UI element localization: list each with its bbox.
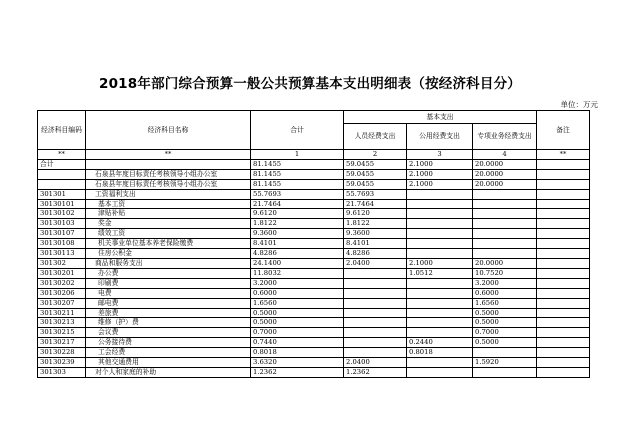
cell-remark [537,229,590,239]
cell-special [473,189,537,199]
cell-special [473,367,537,377]
cell-personnel: 59.0455 [344,179,407,189]
cell-special: 1.5920 [473,358,537,368]
cell-special: 3.2000 [473,278,537,288]
table-row [38,358,590,368]
cell-name: 津贴补贴 [86,209,251,219]
cell-personnel: 4.8286 [344,249,407,259]
table-row [38,249,590,259]
cell-name: 差旅费 [86,308,251,318]
cell-personnel [344,288,407,298]
cell-total: 55.7693 [251,189,344,199]
cell-remark [537,219,590,229]
cell-special: 10.7520 [473,268,537,278]
cell-public: 1.0512 [407,268,473,278]
cell-code: 30130107 [38,229,86,239]
table-row [38,199,590,209]
cell-total: 81.1455 [251,159,344,169]
cell-code [38,179,86,189]
table-row [38,338,590,348]
budget-table [37,110,590,378]
table-row [38,268,590,278]
index-cell: ** [86,150,251,160]
header-row-1 [38,111,590,124]
cell-total: 3.2000 [251,278,344,288]
index-cell: 3 [407,150,473,160]
table-row [38,239,590,249]
cell-public [407,367,473,377]
table-row [38,189,590,199]
cell-name: 工会经费 [86,348,251,358]
cell-special: 20.0000 [473,258,537,268]
cell-special: 0.6000 [473,288,537,298]
cell-public [407,318,473,328]
cell-code: 30130101 [38,199,86,209]
cell-personnel: 2.0400 [344,358,407,368]
cell-total: 81.1455 [251,169,344,179]
cell-public [407,249,473,259]
index-cell: ** [537,150,590,160]
cell-name: 工资福利支出 [86,189,251,199]
cell-remark [537,358,590,368]
cell-remark [537,199,590,209]
header-name: 经济科目名称 [86,111,251,150]
page-title: 2018年部门综合预算一般公共预算基本支出明细表（按经济科目分） [99,76,521,92]
unit-label: 单位：万元 [560,100,598,109]
cell-name: 公务接待费 [86,338,251,348]
cell-total: 0.7000 [251,328,344,338]
table-row [38,169,590,179]
table-row [38,219,590,229]
table-row [38,318,590,328]
cell-remark [537,288,590,298]
cell-remark [537,318,590,328]
cell-total: 11.8032 [251,268,344,278]
cell-total: 1.2362 [251,367,344,377]
index-cell: ** [38,150,86,160]
cell-public [407,278,473,288]
cell-code: 30130103 [38,219,86,229]
cell-public: 2.1000 [407,258,473,268]
cell-public: 0.8018 [407,348,473,358]
cell-total: 8.4101 [251,239,344,249]
index-cell: 2 [344,150,407,160]
cell-personnel: 1.2362 [344,367,407,377]
cell-name [86,159,251,169]
cell-name: 机关事业单位基本养老保险缴费 [86,239,251,249]
cell-personnel: 9.3600 [344,229,407,239]
cell-total: 1.8122 [251,219,344,229]
cell-remark [537,367,590,377]
table-row [38,278,590,288]
cell-personnel: 8.4101 [344,239,407,249]
cell-personnel: 9.6120 [344,209,407,219]
cell-name: 住房公积金 [86,249,251,259]
cell-name: 基本工资 [86,199,251,209]
cell-remark [537,268,590,278]
cell-name: 绩效工资 [86,229,251,239]
cell-public [407,298,473,308]
cell-special: 1.6560 [473,298,537,308]
cell-personnel [344,338,407,348]
cell-personnel: 55.7693 [344,189,407,199]
cell-code: 30130201 [38,268,86,278]
cell-total: 0.8018 [251,348,344,358]
cell-code: 301302 [38,258,86,268]
cell-special: 0.5000 [473,308,537,318]
cell-code: 30130113 [38,249,86,259]
cell-remark [537,298,590,308]
cell-special [473,249,537,259]
cell-remark [537,179,590,189]
cell-remark [537,328,590,338]
cell-remark [537,189,590,199]
cell-code: 30130228 [38,348,86,358]
cell-special: 0.7000 [473,328,537,338]
cell-remark [537,348,590,358]
cell-total: 24.1400 [251,258,344,268]
cell-total: 0.6000 [251,288,344,298]
cell-code: 30130213 [38,318,86,328]
header-personnel: 人员经费支出 [344,124,407,150]
cell-name: 电费 [86,288,251,298]
header-special: 专项业务经费支出 [473,124,537,150]
cell-name: 对个人和家庭的补助 [86,367,251,377]
cell-code: 合计 [38,159,86,169]
cell-total: 0.5000 [251,318,344,328]
cell-remark [537,249,590,259]
cell-total: 9.3600 [251,229,344,239]
cell-remark [537,308,590,318]
cell-special: 20.0000 [473,169,537,179]
cell-special [473,348,537,358]
header-basic: 基本支出 [344,111,537,124]
cell-name: 邮电费 [86,298,251,308]
cell-code: 301303 [38,367,86,377]
cell-name: 其他交通费用 [86,358,251,368]
cell-code [38,169,86,179]
cell-public: 2.1000 [407,159,473,169]
cell-code: 30130102 [38,209,86,219]
cell-name: 维修（护）费 [86,318,251,328]
cell-name: 石泉县年度目标责任考核领导小组办公室 [86,169,251,179]
cell-public: 2.1000 [407,179,473,189]
table-row [38,159,590,169]
cell-remark [537,278,590,288]
cell-total: 21.7464 [251,199,344,209]
cell-personnel [344,278,407,288]
cell-personnel: 21.7464 [344,199,407,209]
cell-public: 0.2440 [407,338,473,348]
cell-name: 印刷费 [86,278,251,288]
cell-special: 20.0000 [473,179,537,189]
cell-code: 30130239 [38,358,86,368]
table-row [38,288,590,298]
index-cell: 1 [251,150,344,160]
table-row [38,308,590,318]
cell-special [473,239,537,249]
cell-public [407,219,473,229]
cell-personnel: 2.0400 [344,258,407,268]
cell-name: 商品和服务支出 [86,258,251,268]
table-row [38,209,590,219]
cell-total: 1.6560 [251,298,344,308]
cell-code: 30130108 [38,239,86,249]
cell-public [407,308,473,318]
cell-personnel [344,328,407,338]
cell-remark [537,338,590,348]
header-total: 合计 [251,111,344,150]
cell-personnel [344,268,407,278]
cell-name: 石泉县年度目标责任考核领导小组办公室 [86,179,251,189]
cell-code: 30130217 [38,338,86,348]
table-row [38,258,590,268]
cell-code: 301301 [38,189,86,199]
cell-code: 30130207 [38,298,86,308]
cell-remark [537,239,590,249]
header-remark: 备注 [537,111,590,150]
cell-remark [537,159,590,169]
cell-public [407,229,473,239]
table-body [38,159,590,377]
cell-code: 30130211 [38,308,86,318]
cell-special [473,209,537,219]
cell-remark [537,209,590,219]
header-public: 公用经费支出 [407,124,473,150]
cell-public [407,328,473,338]
table-row [38,367,590,377]
cell-special [473,219,537,229]
cell-personnel [344,298,407,308]
cell-public [407,239,473,249]
cell-total: 81.1455 [251,179,344,189]
cell-total: 4.8286 [251,249,344,259]
cell-personnel [344,308,407,318]
cell-personnel: 1.8122 [344,219,407,229]
cell-public [407,189,473,199]
cell-personnel [344,348,407,358]
cell-public: 2.1000 [407,169,473,179]
cell-remark [537,258,590,268]
cell-remark [537,169,590,179]
cell-personnel: 59.0455 [344,169,407,179]
cell-special: 20.0000 [473,159,537,169]
cell-total: 3.6320 [251,358,344,368]
cell-special: 0.5000 [473,318,537,328]
table-row [38,328,590,338]
cell-name: 会议费 [86,328,251,338]
cell-public [407,288,473,298]
table-row [38,348,590,358]
table-row [38,179,590,189]
table-row [38,298,590,308]
cell-public [407,358,473,368]
header-code: 经济科目编码 [38,111,86,150]
cell-total: 0.5000 [251,308,344,318]
cell-public [407,209,473,219]
cell-personnel: 59.0455 [344,159,407,169]
cell-special [473,199,537,209]
cell-public [407,199,473,209]
cell-special: 0.5000 [473,338,537,348]
index-cell: 4 [473,150,537,160]
cell-total: 9.6120 [251,209,344,219]
cell-code: 30130215 [38,328,86,338]
cell-total: 0.7440 [251,338,344,348]
cell-special [473,229,537,239]
cell-name: 办公费 [86,268,251,278]
cell-code: 30130206 [38,288,86,298]
cell-name: 奖金 [86,219,251,229]
cell-personnel [344,318,407,328]
table-row [38,229,590,239]
cell-code: 30130202 [38,278,86,288]
index-row [38,150,590,160]
